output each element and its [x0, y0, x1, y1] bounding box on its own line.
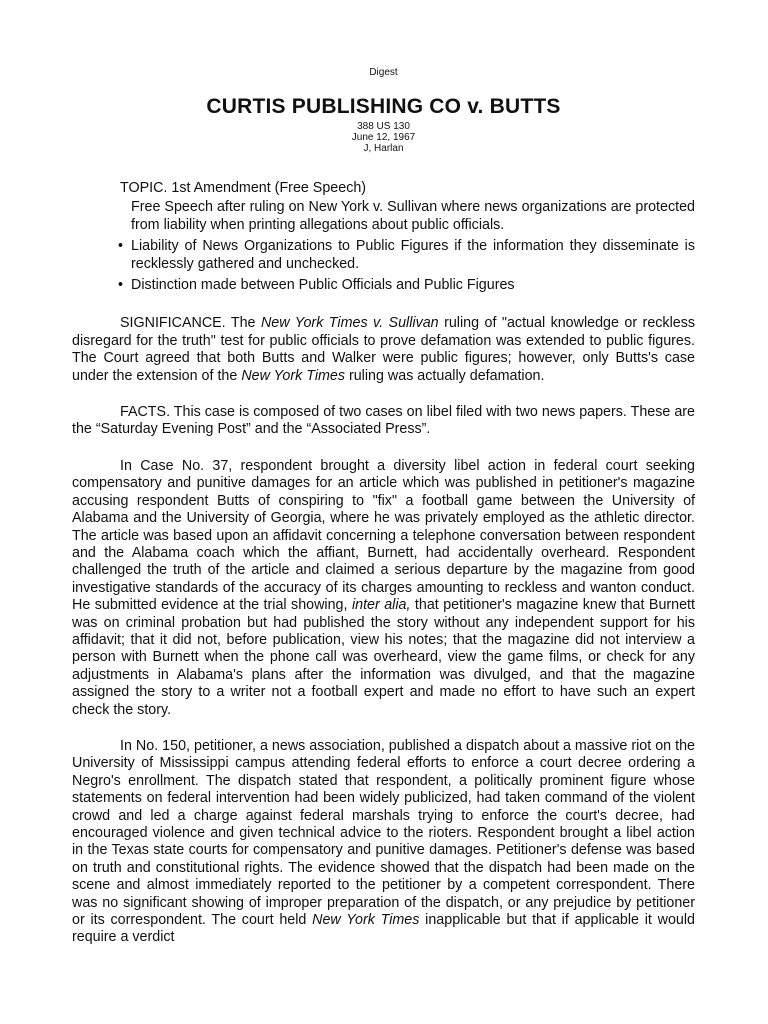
case-37-text-1: In Case No. 37, respondent brought a diversity libel action in federal court seeking compensatory and punitive damages for an article which was published in petitioner's magazine accusing respondent Butts of conspiring to "fix" a football game between the University of Alabama and the University of Georgia, where he was privately employed as the athletic director. The article was based upon an affidavit concerning a telephone conversation between respondent and the Alabama coach which the affiant, Burnett, had accidentally overheard. Respondent challenged the truth of the article and claimed a serious departure by the magazine from good investigative standards of the accuracy of its charges amounting to reckless and wanton conduct. He submitted evidence at the trial showing,	[72, 457, 695, 614]
spacer	[72, 385, 695, 404]
digest-label: Digest	[369, 67, 398, 78]
topic-heading: TOPIC. 1st Amendment (Free Speech)	[120, 180, 367, 196]
spacer	[72, 719, 695, 738]
case-150-text-1: In No. 150, petitioner, a news association, published a dispatch about a massive riot on the University of Mississippi campus attending federal efforts to enforce a court decree ordering a Negro's enrollment. The dispatch stated that respondent, a politically prominent figure whose statements on federal intervention had been widely publicized, had taken command of the violent crowd and led a charge against federal marshals trying to enforce the court's decree, had encouraged violence and given technical advice to the rioters. Respondent brought a libel action in the Texas state courts for compensatory and punitive damages. Petitioner's defense was based on truth and constitutional rights. The evidence showed that the dispatch had been made on the scene and almost immediately reported to the petitioner by a competent correspondent. There was no significant showing of improper preparation of the dispatch, or any prejudice by petitioner or its correspondent. The court held	[72, 737, 695, 929]
significance-text-2: ruling of "actual knowledge or reckless disregard for the truth" test for public officials to prove defamation was extended to public figures. The Court agreed that both Butts and Walker were public figures; however, only Butts's case under the extension of the	[72, 315, 695, 384]
topic-item-text: Free Speech after ruling on New York v. Sullivan where news organizations are protected from liability when printing allegations about public officials.	[131, 199, 695, 233]
case-title: CURTIS PUBLISHING CO v. BUTTS	[206, 95, 561, 118]
case-37-text-2: that petitioner's magazine knew that Burnett was on criminal probation but had published the story without any independent support for his affidavit; that it did not, before publication, view his notes; that the magazine did not interview a person with Burnett when the phone call was overheard, view the game films, or check for any adjustments in Alabama's plans after the information was divulged, and that the magazine assigned the story to a writer not a football expert and made no effort to have such an expert check the story.	[72, 597, 696, 718]
case-150-text-2: inapplicable but that if applicable it would require a verdict	[72, 912, 695, 946]
case-meta	[72, 121, 695, 154]
case-date: June 12, 1967	[351, 132, 416, 143]
topic-list	[72, 199, 695, 294]
significance-text-3: ruling was actually defamation.	[345, 367, 545, 384]
topic-item	[131, 199, 695, 234]
significance-text-1: SIGNIFICANCE. The	[120, 315, 261, 332]
case-150-case: New York Times	[312, 912, 420, 929]
topic-item-text: Distinction made between Public Officials and Public Figures	[131, 277, 515, 294]
bullet-icon: •	[118, 277, 124, 294]
case-37-paragraph	[72, 458, 695, 719]
topic-item-text: Liability of News Organizations to Public Figures if the information they disseminate is recklessly gathered and unchecked.	[131, 238, 695, 272]
significance-case-1: New York Times v. Sullivan	[260, 315, 439, 332]
bullet-icon: •	[118, 238, 124, 255]
spacer	[72, 298, 695, 315]
spacer	[72, 439, 695, 458]
case-citation: 388 US 130	[357, 121, 410, 132]
significance-case-2: New York Times	[241, 367, 345, 384]
facts-paragraph: FACTS. This case is composed of two cases on libel filed with two news papers. These are the “Saturday Evening Post” and the “Associated Press”.	[72, 404, 695, 438]
significance-paragraph	[72, 315, 695, 385]
case-37-latin: inter alia,	[351, 597, 411, 614]
topic-item	[118, 238, 695, 273]
case-150-paragraph	[72, 738, 695, 947]
topic-item	[118, 277, 695, 294]
document-body	[72, 180, 695, 947]
case-justice: J, Harlan	[363, 143, 404, 154]
